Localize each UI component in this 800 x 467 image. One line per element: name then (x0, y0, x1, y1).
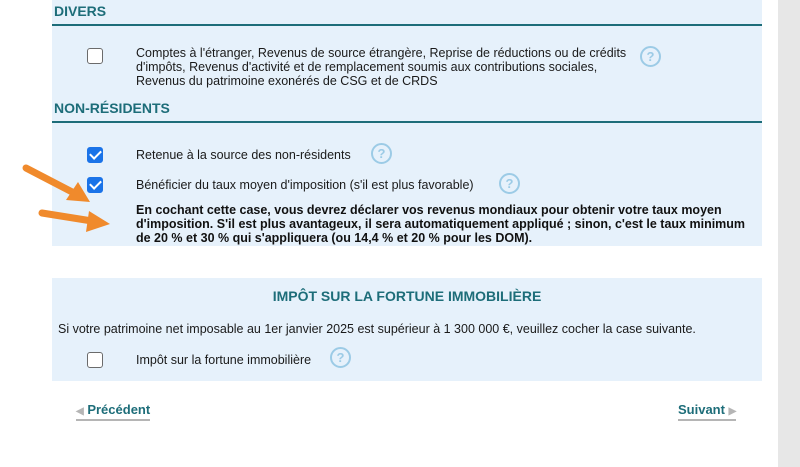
label-taux-moyen: Bénéficier du taux moyen d'imposition (s'il est plus favorable) (136, 178, 474, 192)
help-icon-taux-moyen[interactable]: ? (499, 173, 520, 194)
previous-link[interactable] (76, 402, 150, 421)
checkbox-divers[interactable] (87, 48, 103, 64)
scrollbar[interactable] (778, 0, 800, 467)
next-label: Suivant (678, 402, 725, 417)
chevron-left-icon: ◀ (76, 406, 84, 417)
label-retenue-source: Retenue à la source des non-résidents (136, 148, 351, 162)
checkbox-ifi[interactable] (87, 352, 103, 368)
taux-moyen-note: En cochant cette case, vous devrez déclarer vos revenus mondiaux pour obtenir votre taux moyen d'imposition. S'il est plus avantageux, il sera automatiquement appliqué ; sinon, c'est le taux minimum de 20 % et 30 % qui s'appliquera (ou 14,4 % et 20 % pour les DOM). (136, 203, 746, 245)
ifi-description: Si votre patrimoine net imposable au 1er janvier 2025 est supérieur à 1 300 000 €, veuillez cocher la case suivante. (58, 322, 696, 336)
annotation-arrow-icon (36, 203, 116, 237)
section-title-divers: DIVERS (52, 0, 762, 26)
next-link[interactable] (678, 402, 736, 421)
section-title-ifi: IMPÔT SUR LA FORTUNE IMMOBILIÈRE (272, 288, 542, 304)
chevron-right-icon: ▶ (728, 406, 737, 417)
label-divers: Comptes à l'étranger, Revenus de source étrangère, Reprise de réductions ou de crédits d'impôts, Revenus d'activité et de remplacement soumis aux contributions sociales, Revenus du patrimoine exonérés de CSG et de CRDS (136, 46, 627, 88)
help-icon-retenue-source[interactable]: ? (371, 143, 392, 164)
section-title-non-residents: NON-RÉSIDENTS (52, 97, 762, 123)
help-icon-ifi[interactable]: ? (330, 347, 351, 368)
label-ifi: Impôt sur la fortune immobilière (136, 353, 312, 367)
previous-label: Précédent (87, 402, 151, 417)
help-icon-divers[interactable]: ? (640, 46, 661, 67)
